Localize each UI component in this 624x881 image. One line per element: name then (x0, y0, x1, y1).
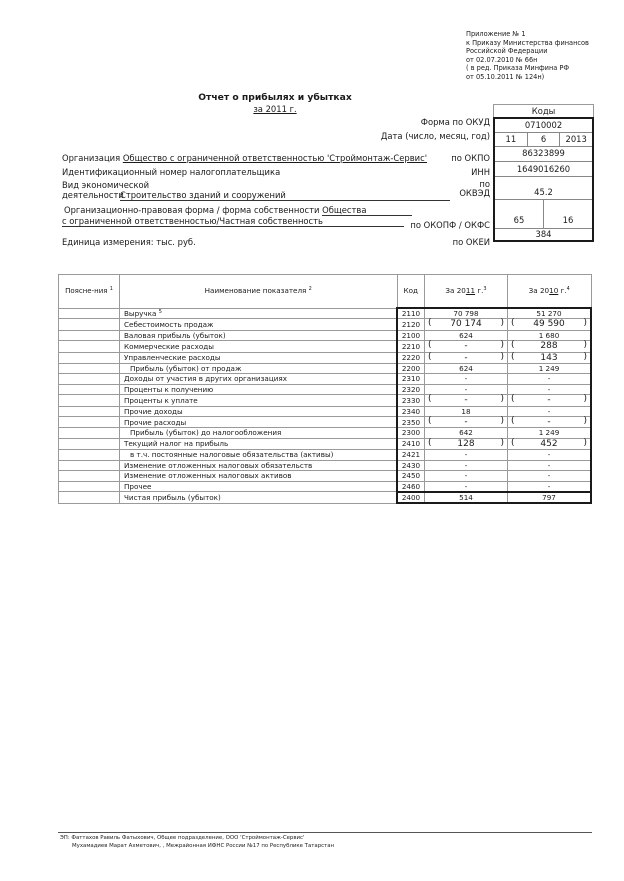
col-year-value: 11 (465, 286, 476, 295)
table-row (59, 428, 592, 438)
table-row (59, 374, 592, 384)
paren-close: ) (500, 394, 504, 405)
appendix-line: Российской Федерации (466, 47, 548, 56)
line-code: 2340 (397, 406, 425, 416)
report-table (58, 274, 592, 504)
table-row (59, 417, 592, 428)
indicator-name-text: Проценты к уплате (124, 395, 198, 405)
paren-close: ) (583, 351, 587, 362)
table-row (59, 364, 592, 374)
notes-cell (59, 406, 120, 416)
indicator-name (120, 460, 398, 470)
appendix-line: от 05.10.2011 № 124н) (466, 72, 545, 81)
paren-open: ( (511, 437, 515, 448)
okopf-okfs-value (495, 200, 592, 229)
date-label: Дата (число, месяц, год) (380, 131, 490, 141)
value-text: 1 249 (538, 364, 560, 374)
value-current-year (425, 364, 508, 374)
value-text: - (547, 395, 551, 406)
okopf-label: по ОКОПФ / ОКФС (410, 220, 490, 230)
value-text: 70 174 (450, 319, 482, 330)
value-text: 624 (459, 330, 473, 340)
value-text: 1 249 (538, 428, 560, 438)
footnote-marker: 3 (483, 286, 487, 292)
table-row (59, 406, 592, 416)
value-text: 1 680 (538, 330, 560, 340)
activity-label-1: Вид экономической (62, 180, 150, 190)
table-row (59, 492, 592, 503)
line-code: 2350 (397, 417, 425, 428)
report-title: Отчет о прибылях и убытках (198, 92, 352, 103)
table-row (59, 330, 592, 340)
table-row (59, 471, 592, 481)
date-month: 6 (528, 133, 561, 146)
value-previous-year (508, 438, 592, 449)
okei-value: 384 (535, 229, 552, 239)
value-text: 624 (459, 364, 473, 374)
value-previous-year (508, 341, 592, 352)
paren-close: ) (500, 437, 504, 448)
col-notes (59, 275, 120, 309)
value-text: 70 798 (453, 309, 479, 318)
notes-cell (59, 460, 120, 470)
date-year: 2013 (565, 134, 587, 144)
line-code: 2310 (397, 374, 425, 384)
notes-cell (59, 438, 120, 449)
value-text: 642 (459, 428, 473, 438)
legal-form-value-1: Общества (322, 205, 412, 216)
col-year-suffix: г. (558, 286, 567, 295)
value-current-year (425, 492, 508, 503)
table-row (59, 341, 592, 352)
indicator-name-text: Выручка (124, 308, 157, 318)
indicator-name (120, 374, 398, 384)
paren-open: ( (428, 340, 432, 351)
paren-close: ) (583, 437, 587, 448)
value-previous-year (508, 352, 592, 363)
value-current-year (425, 428, 508, 438)
report-body (59, 308, 592, 503)
value-previous-year (508, 395, 592, 406)
indicator-name-text: Чистая прибыль (убыток) (124, 492, 221, 502)
legal-form-row (64, 205, 412, 216)
value-text: - (547, 471, 551, 481)
col-year-suffix: г. (475, 286, 484, 295)
signature-line: ЭП: Фаттахов Равиль Фатыхович, Общее подразделение, ООО 'Строймонтаж-Сервис' (60, 835, 305, 841)
indicator-name-text: Коммерческие расходы (124, 341, 214, 351)
col-year-previous (508, 275, 592, 309)
table-row (59, 460, 592, 470)
indicator-name (120, 364, 398, 374)
table-row (59, 319, 592, 330)
value-text: - (464, 395, 468, 406)
indicator-name (120, 330, 398, 340)
indicator-name (120, 417, 398, 428)
indicator-name (120, 395, 398, 406)
indicator-name (120, 341, 398, 352)
activity-label-2: деятельности (62, 190, 124, 200)
org-label: Организация (62, 153, 121, 163)
value-current-year (425, 330, 508, 340)
okopf-value: 65 (495, 200, 544, 228)
indicator-name (120, 481, 398, 492)
line-code: 2410 (397, 438, 425, 449)
indicator-name-text: Текущий налог на прибыль (124, 439, 229, 449)
okpo-label: по ОКПО (451, 153, 490, 163)
table-row (59, 352, 592, 363)
value-previous-year (508, 374, 592, 384)
value-current-year (425, 319, 508, 330)
codes-box (493, 104, 594, 242)
value-text: - (464, 384, 468, 394)
inn-value: 1649016260 (495, 162, 592, 177)
value-text: 49 590 (533, 319, 565, 330)
table-row (59, 481, 592, 492)
value-text: 288 (540, 341, 558, 352)
okved-label-line: ОКВЭД (459, 188, 490, 198)
indicator-name-text: Изменение отложенных налоговых активов (124, 471, 292, 481)
paren-close: ) (500, 318, 504, 329)
footnote-marker: 5 (158, 308, 162, 315)
footer-divider (58, 832, 592, 833)
value-text: - (464, 460, 468, 470)
paren-open: ( (428, 437, 432, 448)
table-row (59, 450, 592, 460)
notes-cell (59, 319, 120, 330)
line-code: 2210 (397, 341, 425, 352)
line-code: 2330 (397, 395, 425, 406)
indicator-name-text: Доходы от участия в других организациях (124, 374, 287, 384)
value-text: 514 (459, 492, 473, 502)
value-current-year (425, 481, 508, 492)
value-current-year (425, 471, 508, 481)
value-text: - (547, 460, 551, 470)
inn-code-label: ИНН (471, 167, 490, 177)
value-text: 452 (540, 438, 558, 449)
okved-label-line: по (479, 179, 490, 189)
date-day: 11 (495, 133, 528, 146)
col-year-value: 10 (549, 286, 559, 295)
value-previous-year (508, 471, 592, 481)
okfs-value: 16 (562, 215, 574, 225)
value-text: - (464, 341, 468, 352)
paren-open: ( (511, 416, 515, 427)
col-notes-label: Поясне-ния (65, 287, 108, 296)
value-current-year (425, 341, 508, 352)
indicator-name (120, 308, 398, 319)
table-row (59, 395, 592, 406)
line-code: 2421 (397, 450, 425, 460)
appendix-line: Приложение № 1 (466, 30, 526, 38)
indicator-name (120, 352, 398, 363)
line-code: 2320 (397, 384, 425, 394)
paren-close: ) (583, 340, 587, 351)
indicator-name-text: Управленческие расходы (124, 353, 221, 363)
value-current-year (425, 395, 508, 406)
paren-close: ) (500, 416, 504, 427)
paren-close: ) (583, 394, 587, 405)
legal-form-value-2: с ограниченной ответственностью/Частная собственность (62, 216, 404, 227)
indicator-name-text: Прочее (124, 481, 152, 491)
col-year-prefix: За 20 (528, 286, 550, 295)
notes-cell (59, 417, 120, 428)
paren-open: ( (511, 351, 515, 362)
value-previous-year (508, 460, 592, 470)
indicator-name (120, 406, 398, 416)
indicator-name-text: Валовая прибыль (убыток) (124, 330, 226, 340)
indicator-name-text: Себестоимость продаж (124, 319, 214, 329)
line-code: 2430 (397, 460, 425, 470)
col-name-label: Наименование показателя (204, 286, 307, 296)
footnote-marker: 2 (308, 286, 312, 293)
report-period: за 2011 г. (253, 104, 297, 114)
value-previous-year (508, 319, 592, 330)
value-text: - (547, 417, 551, 428)
value-text: - (547, 384, 551, 394)
indicator-name (120, 428, 398, 438)
col-year-current (425, 275, 508, 309)
value-previous-year (508, 492, 592, 503)
notes-cell (59, 374, 120, 384)
value-previous-year (508, 384, 592, 394)
codes-header: Коды (493, 104, 594, 117)
line-code: 2460 (397, 481, 425, 492)
paren-open: ( (511, 394, 515, 405)
value-previous-year (508, 417, 592, 428)
notes-cell (59, 364, 120, 374)
paren-open: ( (511, 318, 515, 329)
org-row (62, 153, 449, 163)
value-current-year (425, 417, 508, 428)
notes-cell (59, 395, 120, 406)
notes-cell (59, 428, 120, 438)
indicator-name (120, 384, 398, 394)
table-row (59, 308, 592, 319)
line-code: 2220 (397, 352, 425, 363)
line-code: 2400 (397, 492, 425, 503)
footnote-marker: 4 (566, 286, 570, 292)
okud-value: 0710002 (495, 119, 592, 133)
indicator-name (120, 492, 398, 503)
signature-line: Мухамадиев Марат Ахметович, , Межрайонная ИФНС России №17 по Республике Татарстан (72, 843, 335, 849)
okei-label: по ОКЕИ (452, 237, 490, 247)
value-text: - (464, 352, 468, 363)
indicator-name-text: в т.ч. постоянные налоговые обязательства (активы) (130, 450, 334, 460)
value-text: - (464, 471, 468, 481)
value-current-year (425, 450, 508, 460)
indicator-name (120, 471, 398, 481)
notes-cell (59, 308, 120, 319)
value-text: 143 (540, 352, 558, 363)
line-code: 2200 (397, 364, 425, 374)
value-text: - (464, 481, 468, 491)
unit-label: Единица измерения: тыс. руб. (62, 237, 196, 247)
value-previous-year (508, 308, 592, 319)
okved-value: 45.2 (495, 177, 592, 200)
value-text: - (464, 450, 468, 460)
indicator-name (120, 319, 398, 330)
line-code: 2120 (397, 319, 425, 330)
notes-cell (59, 450, 120, 460)
value-text: - (547, 406, 551, 416)
line-code: 2100 (397, 330, 425, 340)
notes-cell (59, 471, 120, 481)
indicator-name-text: Изменение отложенных налоговых обязательств (124, 460, 313, 470)
value-previous-year (508, 364, 592, 374)
value-text: - (547, 450, 551, 460)
value-text: 797 (542, 492, 556, 502)
line-code: 2450 (397, 471, 425, 481)
paren-close: ) (583, 416, 587, 427)
value-text: - (547, 481, 551, 491)
value-previous-year (508, 481, 592, 492)
paren-close: ) (500, 351, 504, 362)
col-year-prefix: За 20 (445, 286, 466, 295)
appendix-line: ( в ред. Приказа Минфина РФ (466, 64, 570, 73)
value-current-year (425, 460, 508, 470)
table-header-row (59, 275, 592, 309)
org-name: Общество с ограниченной ответственностью 'Строймонтаж-Сервис' (122, 153, 428, 163)
paren-open: ( (511, 340, 515, 351)
appendix-line: от 02.07.2010 № 66н (466, 55, 538, 64)
line-code: 2110 (397, 308, 425, 319)
appendix-note (466, 30, 589, 82)
value-text: - (464, 417, 468, 428)
value-text: 128 (457, 438, 475, 449)
notes-cell (59, 352, 120, 363)
indicator-name-text: Проценты к получению (124, 384, 214, 394)
value-previous-year (508, 406, 592, 416)
indicator-name-text: Прибыль (убыток) до налогообложения (130, 428, 282, 438)
date-value (495, 133, 592, 147)
indicator-name (120, 438, 398, 449)
legal-form-label: Организационно-правовая форма / форма собственности (64, 205, 320, 215)
activity-value: Строительство зданий и сооружений (120, 190, 450, 201)
col-code: Код (397, 275, 425, 309)
value-previous-year (508, 450, 592, 460)
value-current-year (425, 374, 508, 384)
value-text: 18 (461, 406, 471, 416)
paren-open: ( (428, 394, 432, 405)
paren-open: ( (428, 351, 432, 362)
paren-open: ( (428, 416, 432, 427)
footnote-marker: 1 (109, 286, 113, 293)
paren-open: ( (428, 318, 432, 329)
value-previous-year (508, 330, 592, 340)
value-current-year (425, 384, 508, 394)
okpo-value: 86323899 (495, 147, 592, 162)
signature-footer (60, 834, 334, 850)
table-row (59, 438, 592, 449)
value-current-year (425, 308, 508, 319)
notes-cell (59, 481, 120, 492)
value-text: 51 270 (536, 309, 562, 318)
notes-cell (59, 492, 120, 503)
appendix-line: к Приказу Министерства финансов (466, 38, 589, 47)
notes-cell (59, 330, 120, 340)
notes-cell (59, 341, 120, 352)
indicator-name-text: Прочие расходы (124, 417, 187, 427)
value-current-year (425, 406, 508, 416)
paren-close: ) (500, 340, 504, 351)
value-current-year (425, 438, 508, 449)
table-row (59, 384, 592, 394)
value-text: - (547, 374, 551, 384)
inn-label: Идентификационный номер налогоплательщика (62, 167, 281, 177)
indicator-name-text: Прочие доходы (124, 406, 183, 416)
value-text: - (464, 374, 468, 384)
okud-label: Форма по ОКУД (420, 117, 490, 127)
indicator-name-text: Прибыль (убыток) от продаж (130, 364, 242, 374)
indicator-name (120, 450, 398, 460)
col-name (120, 275, 398, 309)
paren-close: ) (583, 318, 587, 329)
value-previous-year (508, 428, 592, 438)
value-current-year (425, 352, 508, 363)
line-code: 2300 (397, 428, 425, 438)
notes-cell (59, 384, 120, 394)
